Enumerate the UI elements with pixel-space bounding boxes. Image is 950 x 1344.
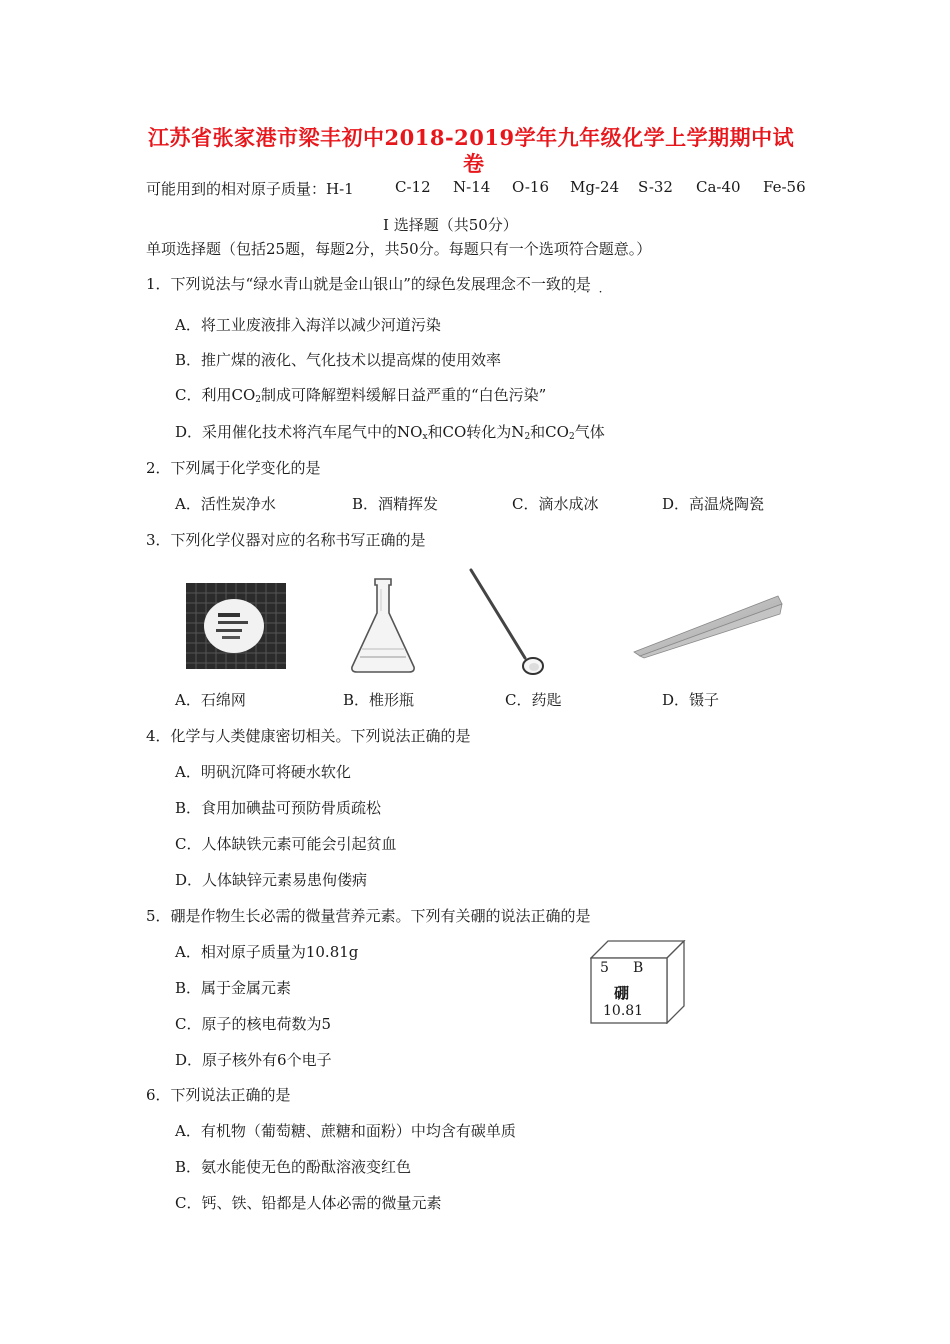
question-5-option-a: A．相对原子质量为10.81g (175, 943, 359, 961)
question-5-option-b: B．属于金属元素 (175, 979, 292, 997)
atomic-mass-mg: Mg-24 (570, 178, 620, 196)
question-3-option-d: D．镊子 (662, 691, 720, 709)
question-3-option-c: C．药匙 (505, 691, 562, 709)
section-heading: Ⅰ 选择题（共50分） (383, 216, 518, 234)
question-3-stem: 3．下列化学仪器对应的名称书写正确的是 (146, 531, 426, 549)
question-1-option-b: B．推广煤的液化、气化技术以提高煤的使用效率 (175, 351, 502, 369)
question-1-option-a: A．将工业废液排入海洋以减少河道污染 (175, 316, 441, 334)
question-6-option-a: A．有机物（葡萄糖、蔗糖和面粉）中均含有碳单质 (175, 1122, 516, 1140)
atomic-mass-o: O-16 (512, 178, 550, 196)
question-2-option-a: A．活性炭净水 (175, 495, 276, 513)
atomic-mass-s: S-32 (638, 178, 673, 196)
asbestos-gauze-image (186, 583, 286, 669)
question-2-option-d: D．高温烧陶瓷 (662, 495, 765, 513)
atomic-mass-fe: Fe-56 (763, 178, 806, 196)
question-4-option-d: D．人体缺锌元素易患佝偻病 (175, 871, 368, 889)
question-5-stem: 5．硼是作物生长必需的微量营养元素。下列有关硼的说法正确的是 (146, 907, 591, 925)
question-2-option-b: B．酒精挥发 (352, 495, 439, 513)
tweezers-image (630, 592, 785, 664)
element-atomic-mass: 10.81 (603, 1003, 644, 1019)
atomic-mass-c: C-12 (395, 178, 431, 196)
question-4-option-b: B．食用加碘盐可预防骨质疏松 (175, 799, 382, 817)
question-5-option-c: C．原子的核电荷数为5 (175, 1015, 332, 1033)
document-title-line1: 江苏省张家港市梁丰初中2018-2019学年九年级化学上学期期中试 (148, 125, 795, 150)
question-5-option-d: D．原子核外有6个电子 (175, 1051, 332, 1069)
question-1-stem: 1．下列说法与“绿水青山就是金山银山”的绿色发展理念不一致的是 (146, 275, 591, 293)
emphasis-dots: ··· (573, 285, 612, 299)
question-3-option-b: B．椎形瓶 (343, 691, 415, 709)
atomic-mass-n: N-14 (453, 178, 491, 196)
question-4-stem: 4．化学与人类健康密切相关。下列说法正确的是 (146, 727, 471, 745)
question-4-option-c: C．人体缺铁元素可能会引起贫血 (175, 835, 397, 853)
element-atomic-number: 5 (600, 960, 609, 976)
spoon-image (467, 566, 547, 680)
question-4-option-a: A．明矾沉降可将硬水软化 (175, 763, 351, 781)
conical-flask-image (348, 575, 418, 675)
question-2-option-c: C．滴水成冰 (512, 495, 599, 513)
question-1-option-c: C．利用$CO_2$制成可降解塑料缓解日益严重的“白色污染” (175, 386, 547, 405)
document-title-line2: 卷 (463, 151, 485, 176)
question-6-option-c: C．钙、铁、铅都是人体必需的微量元素 (175, 1194, 442, 1212)
atomic-mass-ca: Ca-40 (696, 178, 741, 196)
atomic-mass-intro: 可能用到的相对原子质量：H-1 (146, 180, 354, 198)
question-6-option-b: B．氨水能使无色的酚酞溶液变红色 (175, 1158, 412, 1176)
element-name: 硼 (614, 984, 630, 1002)
question-2-stem: 2．下列属于化学变化的是 (146, 459, 321, 477)
question-3-option-a: A．石绵网 (175, 691, 246, 709)
question-6-stem: 6．下列说法正确的是 (146, 1086, 291, 1104)
question-1-option-d: D．采用催化技术将汽车尾气中的$NO_x$和CO转化为$N_2$和$CO_2$气体 (175, 423, 605, 442)
section-instruction: 单项选择题（包括25题，每题2分，共50分。每题只有一个选项符合题意。） (146, 240, 652, 258)
element-symbol: B (633, 960, 644, 976)
